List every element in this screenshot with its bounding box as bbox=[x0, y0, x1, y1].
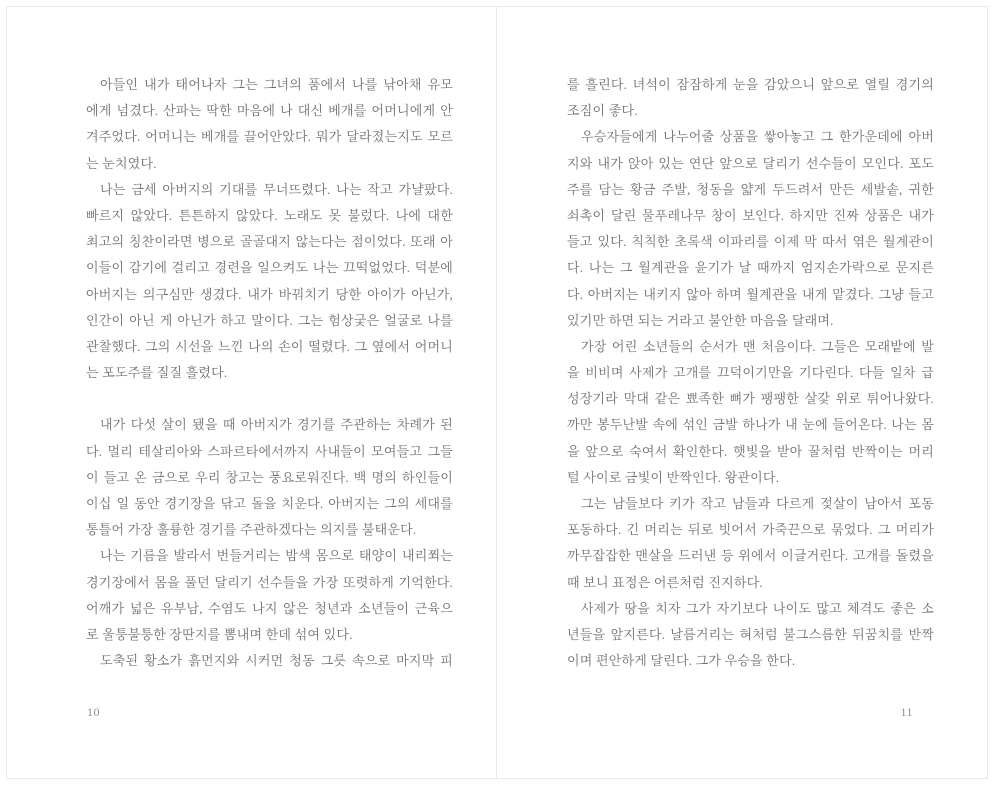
text-line: 최고의 칭찬이라면 병으로 골골대지 않는다는 점이었다. 또래 아 bbox=[86, 234, 453, 250]
page-text-right bbox=[567, 72, 934, 674]
text-line: 이십 일 동안 경기장을 닦고 돌을 치운다. 아버지는 그의 세대를 bbox=[86, 496, 453, 511]
text-line: 관찰했다. 그의 시선을 느낀 나의 손이 떨렸다. 그 옆에서 어머니 bbox=[86, 338, 453, 354]
book-spread bbox=[6, 6, 988, 779]
paragraph-gap bbox=[86, 386, 453, 412]
text-line: 까만 봉두난발 속에 섞인 금발 하나가 내 눈에 들어온다. 나는 몸 bbox=[567, 417, 934, 433]
page-number-right: 11 bbox=[900, 705, 913, 719]
text-line: 겨주었다. 어머니는 베개를 끌어안았다. 뭐가 달라졌는지도 모르 bbox=[86, 129, 453, 145]
page-text-left bbox=[86, 72, 453, 674]
text-line: 다. 나는 그 월계관을 윤기가 날 때까지 엄지손가락으로 문지른 bbox=[567, 260, 934, 276]
book-page-right bbox=[497, 7, 987, 778]
text-line: 아들인 내가 태어나자 그는 그녀의 품에서 나를 낚아채 유모 bbox=[100, 77, 453, 92]
text-line: 빠르지 않았다. 튼튼하지 않았다. 노래도 못 불렀다. 나에 대한 bbox=[86, 207, 453, 223]
page-number-left: 10 bbox=[87, 705, 100, 719]
text-line: 도축된 황소가 흙먼지와 시커먼 청동 그릇 속으로 마지막 피 bbox=[100, 653, 453, 669]
text-line: 년들을 앞지른다. 날름거리는 혀처럼 불그스름한 뒤꿈치를 반짝 bbox=[567, 626, 934, 642]
text-line: 에게 넘겼다. 산파는 딱한 마음에 나 대신 베개를 어머니에게 안 bbox=[86, 103, 453, 119]
text-line: 는 포도주를 질질 흘렸다. bbox=[86, 365, 228, 381]
text-line: 있기만 하면 되는 거라고 불안한 마음을 달래며. bbox=[567, 312, 834, 328]
text-line: 주를 담는 황금 주발, 청동을 얇게 두드려서 만든 세발솥, 귀한 bbox=[567, 181, 934, 197]
text-line: 때 보니 표정은 어른처럼 진지하다. bbox=[567, 574, 763, 590]
text-line: 경기장에서 몸을 풀던 달리기 선수들을 가장 또렷하게 기억한다. bbox=[86, 574, 453, 590]
text-line: 그는 남들보다 키가 작고 남들과 다르게 젖살이 남아서 포동 bbox=[581, 496, 934, 511]
text-line: 나는 금세 아버지의 기대를 무너뜨렸다. 나는 작고 가냘팠다. bbox=[100, 181, 453, 197]
text-line: 는 눈치였다. bbox=[86, 155, 157, 171]
text-line: 이들이 감기에 걸리고 경련을 일으켜도 나는 끄떡없었다. 덕분에 bbox=[86, 260, 453, 276]
text-line: 어깨가 넓은 유부남, 수염도 나지 않은 청년과 소년들이 근육으 bbox=[86, 600, 453, 616]
text-line: 쇠촉이 달린 물푸레나무 창이 보인다. 하지만 진짜 상품은 내가 bbox=[567, 207, 934, 223]
text-line: 사제가 땅을 치자 그가 자기보다 나이도 많고 체격도 좋은 소 bbox=[581, 600, 934, 616]
text-line: 이며 편안하게 달린다. 그가 우승을 한다. bbox=[567, 653, 796, 669]
text-line: 을 비비며 사제가 고개를 끄덕이기만을 기다린다. 다들 일차 급 bbox=[567, 365, 934, 381]
text-line: 성장기라 막대 같은 뾰족한 뼈가 팽팽한 살갗 위로 튀어나왔다. bbox=[567, 391, 934, 407]
text-line: 포동하다. 긴 머리는 뒤로 빗어서 가죽끈으로 묶었다. 그 머리가 bbox=[567, 522, 934, 538]
text-line: 통틀어 가장 훌륭한 경기를 주관하겠다는 의지를 불태운다. bbox=[86, 522, 417, 538]
text-line: 털 사이로 금빛이 반짝인다. 왕관이다. bbox=[567, 469, 780, 485]
text-line: 을 앞으로 숙여서 확인한다. 햇빛을 받아 꿀처럼 반짝이는 머리 bbox=[567, 443, 934, 459]
text-line: 다. 아버지는 내키지 않아 하며 월계관을 내게 맡겼다. 그냥 들고 bbox=[567, 286, 934, 302]
text-line: 들고 있다. 칙칙한 초록색 이파리를 이제 막 따서 엮은 월계관이 bbox=[567, 234, 934, 250]
text-line: 나는 기름을 발라서 번들거리는 밤색 몸으로 태양이 내리쬐는 bbox=[100, 548, 453, 564]
text-line: 까무잡잡한 맨살을 드러낸 등 위에서 이글거린다. 고개를 돌렸을 bbox=[567, 548, 934, 564]
text-line: 우승자들에게 나누어줄 상품을 쌓아놓고 그 한가운데에 아버 bbox=[581, 129, 934, 145]
book-page-left bbox=[7, 7, 496, 778]
text-line: 이 들고 온 금으로 우리 창고는 풍요로워진다. 백 명의 하인들이 bbox=[86, 469, 453, 485]
text-line: 가장 어린 소년들의 순서가 맨 처음이다. 그들은 모래밭에 발 bbox=[581, 338, 934, 354]
text-line: 지와 내가 앉아 있는 연단 앞으로 달리기 선수들이 모인다. 포도 bbox=[567, 155, 934, 171]
text-line: 다. 멀리 테살리아와 스파르타에서까지 사내들이 모여들고 그들 bbox=[86, 443, 453, 459]
text-line: 내가 다섯 살이 됐을 때 아버지가 경기를 주관하는 차례가 된 bbox=[100, 417, 453, 433]
text-line: 로 울퉁불퉁한 장딴지를 뽐내며 한데 섞여 있다. bbox=[86, 626, 353, 642]
text-line: 조짐이 좋다. bbox=[567, 103, 638, 119]
text-line: 를 흘린다. 녀석이 잠잠하게 눈을 감았으니 앞으로 열릴 경기의 bbox=[567, 77, 934, 92]
text-line: 인간이 아닌 게 아닌가 하고 말이다. 그는 험상궂은 얼굴로 나를 bbox=[86, 312, 453, 328]
text-line: 아버지는 의구심만 생겼다. 내가 바꿔치기 당한 아이가 아닌가, bbox=[86, 286, 453, 302]
